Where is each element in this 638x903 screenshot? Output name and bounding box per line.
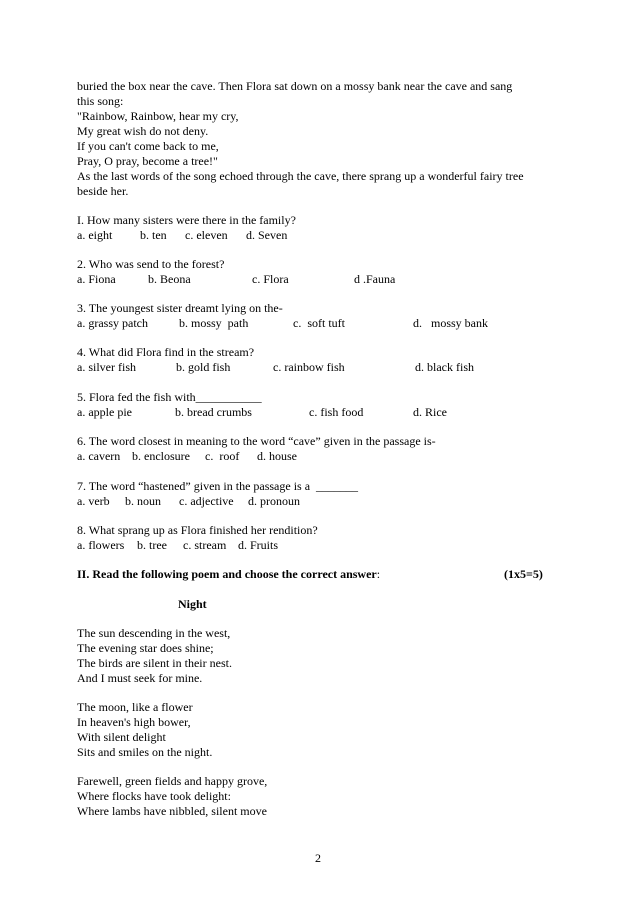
poem-line: Where lambs have nibbled, silent move bbox=[77, 804, 267, 818]
option-a: a. apple pie bbox=[77, 405, 132, 419]
section-instruction: . Read the following poem and choose the correct answer bbox=[86, 567, 377, 581]
poem-line: The birds are silent in their nest. bbox=[77, 656, 232, 670]
option-c: c. adjective bbox=[179, 494, 234, 508]
poem-line: And I must seek for mine. bbox=[77, 671, 203, 685]
question-text: 6. The word closest in meaning to the word “cave” given in the passage is- bbox=[77, 434, 436, 448]
option-c: c. eleven bbox=[185, 228, 228, 242]
passage-line: Pray, O pray, become a tree!" bbox=[77, 154, 218, 168]
question-text: 4. What did Flora find in the stream? bbox=[77, 345, 255, 359]
option-b: b. gold fish bbox=[176, 360, 231, 374]
option-a: a. eight bbox=[77, 228, 113, 242]
option-c: c. Flora bbox=[252, 272, 289, 286]
poem-line: Where flocks have took delight: bbox=[77, 789, 231, 803]
poem-line: The sun descending in the west, bbox=[77, 626, 231, 640]
option-c: c. rainbow fish bbox=[273, 360, 345, 374]
option-d: d. mossy bank bbox=[413, 316, 488, 330]
option-c: c. fish food bbox=[309, 405, 364, 419]
question-text: 8. What sprang up as Flora finished her rendition? bbox=[77, 523, 318, 537]
option-b: b. Beona bbox=[148, 272, 191, 286]
poem-line: The evening star does shine; bbox=[77, 641, 214, 655]
option-a: a. Fiona bbox=[77, 272, 116, 286]
poem-line: The moon, like a flower bbox=[77, 700, 193, 714]
option-a: a. silver fish bbox=[77, 360, 136, 374]
option-a: a. grassy patch bbox=[77, 316, 148, 330]
option-b: b. ten bbox=[140, 228, 167, 242]
passage-line: As the last words of the song echoed through the cave, there sprang up a wonderful fairy tree bbox=[77, 169, 524, 183]
option-a: a. verb bbox=[77, 494, 110, 508]
option-b: b. enclosure bbox=[132, 449, 190, 463]
poem-line: In heaven's high bower, bbox=[77, 715, 191, 729]
option-a: a. flowers bbox=[77, 538, 125, 552]
section-heading bbox=[77, 567, 380, 582]
passage-line: If you can't come back to me, bbox=[77, 139, 219, 153]
option-d: d. Seven bbox=[246, 228, 288, 242]
section-marks: (1x5=5) bbox=[504, 567, 543, 581]
option-c: c. stream bbox=[183, 538, 227, 552]
option-d: d .Fauna bbox=[354, 272, 396, 286]
passage-line: buried the box near the cave. Then Flora sat down on a mossy bank near the cave and sang bbox=[77, 79, 513, 93]
page-number: 2 bbox=[315, 851, 321, 865]
option-d: d. Fruits bbox=[238, 538, 279, 552]
option-a: a. cavern bbox=[77, 449, 121, 463]
question-text: 3. The youngest sister dreamt lying on the- bbox=[77, 301, 283, 315]
option-c: c. soft tuft bbox=[293, 316, 345, 330]
option-b: b. tree bbox=[137, 538, 167, 552]
poem-line: Farewell, green fields and happy grove, bbox=[77, 774, 268, 788]
question-text: 7. The word “hastened” given in the passage is a _______ bbox=[77, 479, 359, 493]
option-b: b. noun bbox=[125, 494, 161, 508]
poem-line: Sits and smiles on the night. bbox=[77, 745, 213, 759]
option-d: d. pronoun bbox=[248, 494, 300, 508]
option-c: c. roof bbox=[205, 449, 240, 463]
option-b: b. bread crumbs bbox=[175, 405, 252, 419]
passage-line: this song: bbox=[77, 94, 124, 108]
poem-line: With silent delight bbox=[77, 730, 166, 744]
passage-line: beside her. bbox=[77, 184, 129, 198]
passage-line: "Rainbow, Rainbow, hear my cry, bbox=[77, 109, 239, 123]
question-text: 5. Flora fed the fish with___________ bbox=[77, 390, 262, 404]
option-d: d. black fish bbox=[415, 360, 474, 374]
option-d: d. Rice bbox=[413, 405, 447, 419]
section-colon: : bbox=[376, 567, 381, 581]
option-d: d. house bbox=[257, 449, 297, 463]
question-text: 2. Who was send to the forest? bbox=[77, 257, 225, 271]
question-text: I. How many sisters were there in the family? bbox=[77, 213, 296, 227]
poem-title: Night bbox=[178, 597, 207, 611]
section-number: II bbox=[77, 567, 87, 581]
passage-line: My great wish do not deny. bbox=[77, 124, 209, 138]
option-b: b. mossy path bbox=[179, 316, 249, 330]
